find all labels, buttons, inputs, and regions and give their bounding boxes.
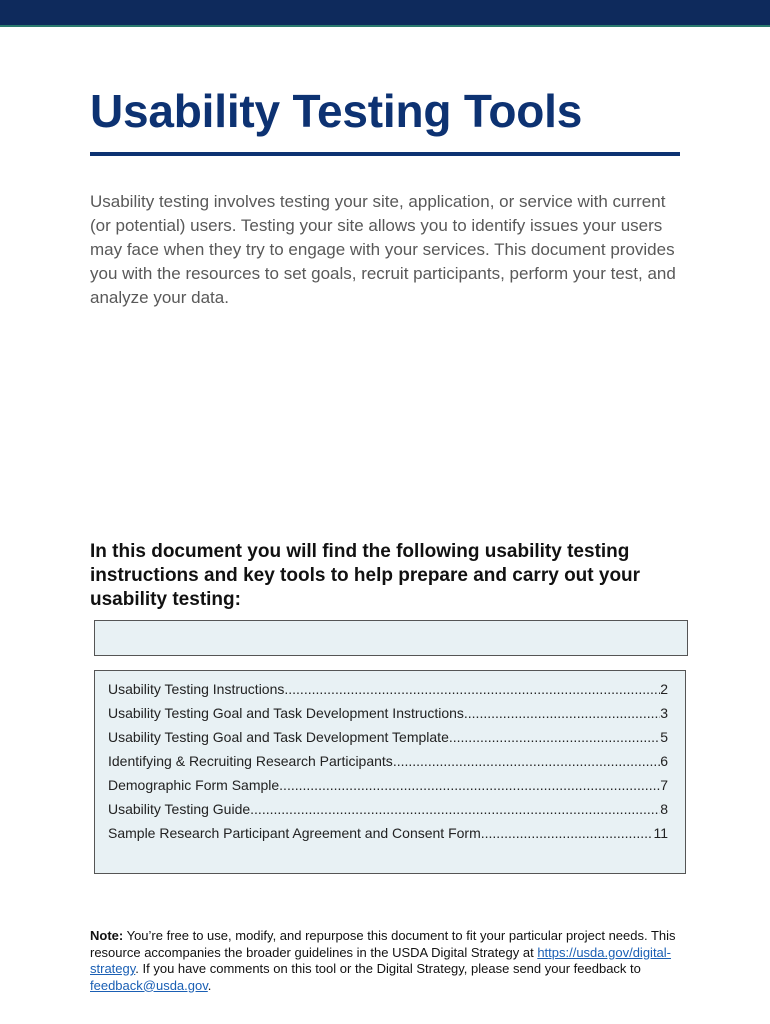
contents-heading: In this document you will find the following usability testing instructions and key tools to help prepare and carry out your usability testing:: [90, 541, 641, 610]
digital-strategy-link[interactable]: https://usda.gov/digital-strategy: [90, 944, 672, 976]
toc-item-label: Usability Testing Goal and Task Development Instructions: [108, 705, 464, 721]
table-of-contents: [94, 670, 686, 874]
toc-item-page: 11: [653, 825, 668, 841]
toc-leader-dots: [284, 679, 660, 699]
title-underline: [90, 152, 680, 156]
toc-item-page: 7: [660, 777, 668, 793]
toc-item[interactable]: [108, 727, 668, 751]
document-title: Usability Testing Tools: [90, 85, 583, 137]
note-label: Note:: [90, 928, 124, 943]
toc-item-page: 8: [660, 801, 668, 817]
toc-item[interactable]: [108, 823, 668, 847]
toc-item-label: Sample Research Participant Agreement and Consent Form: [108, 825, 481, 841]
empty-shaded-box: [94, 620, 688, 656]
intro-paragraph: Usability testing involves testing your site, application, or service with current (or potential) users. Testing your site allows you to identify issues your users may face when they try to engage with your services. This document provides you with the resources to set goals, recruit participants, perform your test, and analyze your data.: [90, 192, 676, 307]
toc-leader-dots: [449, 727, 660, 747]
toc-item-page: 2: [660, 681, 668, 697]
toc-leader-dots: [464, 703, 660, 723]
toc-leader-dots: [250, 799, 660, 819]
toc-item-page: 3: [660, 705, 668, 721]
note-text: You’re free to use, modify, and repurpose this document to fit your particular project needs. This resource accompanies the broader guidelines in the USDA Digital Strategy at: [90, 928, 676, 960]
toc-item[interactable]: [108, 799, 668, 823]
toc-item-label: Usability Testing Guide: [108, 801, 251, 817]
feedback-email-link[interactable]: feedback@usda.gov: [90, 977, 208, 993]
note-text-middle: . If you have comments on this tool or the Digital Strategy, please send your feedback to: [135, 961, 641, 976]
toc-item[interactable]: [108, 775, 668, 799]
toc-item[interactable]: [108, 703, 668, 727]
toc-item-label: Demographic Form Sample: [108, 777, 280, 793]
footer-note: [90, 928, 680, 994]
toc-item-label: Usability Testing Goal and Task Development Template: [108, 729, 449, 745]
toc-leader-dots: [481, 823, 654, 843]
toc-item[interactable]: [108, 751, 668, 775]
note-text-end: .: [207, 977, 212, 993]
toc-item-page: 5: [660, 729, 668, 745]
toc-list: [95, 671, 685, 847]
toc-leader-dots: [393, 751, 660, 771]
toc-item[interactable]: [108, 679, 668, 703]
toc-item-label: Identifying & Recruiting Research Participants: [108, 753, 393, 769]
toc-item-page: 6: [660, 753, 668, 769]
toc-leader-dots: [279, 775, 660, 795]
header-bar: [0, 0, 770, 27]
toc-item-label: Usability Testing Instructions: [108, 681, 285, 697]
